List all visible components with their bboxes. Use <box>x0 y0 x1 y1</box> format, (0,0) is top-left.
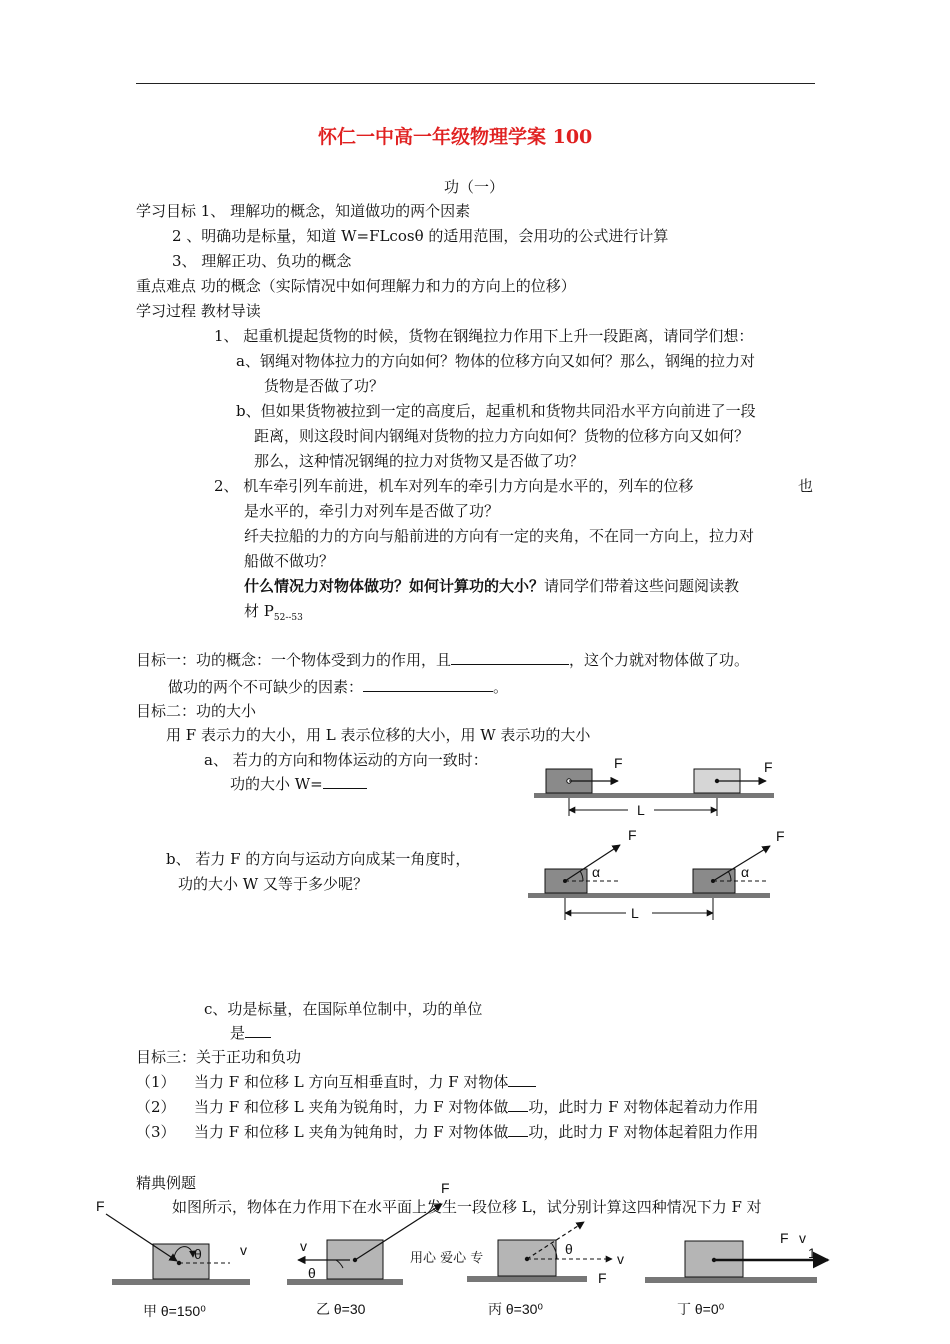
ground-b <box>528 893 770 898</box>
example-diagram-ding <box>645 1230 828 1283</box>
force-label-a2: F <box>764 759 773 775</box>
disp-label-b: L <box>631 905 639 921</box>
disp-label-a: L <box>637 802 645 818</box>
force-arrow-yi <box>355 1204 442 1260</box>
theta-label-jia: θ <box>194 1246 202 1262</box>
key-points: 重点难点 功的概念（实际情况中如何理解力和力的方向上的位移） <box>136 277 576 295</box>
page-footer: 用心 爱心 专 <box>410 1251 484 1266</box>
learning-process: 学习过程 教材导读 <box>136 302 261 320</box>
goal2-b-1: b、 若力 F 的方向与运动方向成某一角度时， <box>166 850 471 868</box>
ground-a <box>534 793 774 798</box>
alpha-label-b1: α <box>592 864 601 880</box>
theta-label-bing: θ <box>565 1241 573 1257</box>
caption-yi: 乙 θ=30 <box>316 1301 366 1317</box>
objective-line-1: 学习目标 1、 理解功的概念，知道做功的两个因素 <box>136 202 471 220</box>
example-diagram-bing <box>467 1222 624 1286</box>
ground-yi <box>287 1279 403 1285</box>
goal1-text-b: ，这个力就对物体做了功。 <box>569 651 750 669</box>
force-label-ding: F <box>780 1230 789 1246</box>
goal1-text-a: 目标一：功的概念：一个物体受到力的作用，且 <box>136 651 452 669</box>
reading-q2-1: 2、 机车牵引列车前进，机车对列车的牵引力方向是水平的，列车的位移 <box>214 477 694 495</box>
caption-ding: 丁 θ=0⁰ <box>677 1301 725 1317</box>
force-label-a1: F <box>614 755 623 771</box>
goal3-item1-num: （1） <box>136 1073 176 1091</box>
caption-bing: 丙 θ=30⁰ <box>488 1301 544 1317</box>
force-label-b1: F <box>628 827 637 843</box>
reading-q2-4: 船做不做功？ <box>244 552 335 570</box>
textbook-ref: 材 P <box>244 602 274 620</box>
v-label-yi: v <box>300 1238 307 1254</box>
example-diagram-yi <box>287 1180 450 1285</box>
example-text: 如图所示，物体在力作用下在水平面上发生一段位移 L，试分别计算这四种情况下力 F 对 <box>172 1198 762 1216</box>
diagram-parallel-force <box>534 755 774 818</box>
goal2-c-1: c、功是标量，在国际单位制中，功的单位 <box>204 1000 483 1018</box>
force-label-bing: F <box>598 1270 607 1286</box>
reading-q1a-2: 货物是否做了功？ <box>264 377 385 395</box>
caption-jia: 甲 θ=150⁰ <box>143 1303 206 1319</box>
diagram-angled-force <box>528 827 785 921</box>
textbook-pages: 52--53 <box>273 613 303 623</box>
goal3-item1-text: 当力 F 和位移 L 方向互相垂直时，力 F 对物体 <box>194 1073 509 1091</box>
one-label-ding: 1 <box>808 1245 816 1261</box>
example-diagram-jia <box>96 1198 250 1285</box>
goal3-item2-text-b: 功，此时力 F 对物体起着动力作用 <box>528 1098 759 1116</box>
lesson-subtitle: 功（一） <box>444 178 505 196</box>
goal3-item3-num: （3） <box>136 1123 176 1141</box>
ground-jia <box>112 1279 250 1285</box>
goal3-item2-num: （2） <box>136 1098 176 1116</box>
work-formula-label: 功的大小 W= <box>230 775 323 793</box>
reading-q1: 1、 起重机提起货物的时候，货物在钢绳拉力作用下上升一段距离，请同学们想： <box>214 327 754 345</box>
v-label-bing: v <box>617 1251 624 1267</box>
reading-q1b-1: b、但如果货物被拉到一定的高度后，起重机和货物共同沿水平方向前进了一段 <box>236 402 756 420</box>
goal1-period: 。 <box>493 678 509 696</box>
goal2-intro: 用 F 表示力的大小，用 L 表示位移的大小，用 W 表示功的大小 <box>166 726 591 744</box>
reading-question-rest: 请同学们带着这些问题阅读教 <box>544 577 740 595</box>
unit-label: 是 <box>230 1024 246 1042</box>
goal1-factors: 做功的两个不可缺少的因素： <box>168 678 364 696</box>
alpha-label-b2: α <box>741 864 750 880</box>
reading-q1b-3: 那么，这种情况钢绳的拉力对货物又是否做了功？ <box>254 452 585 470</box>
reading-question-bold: 什么情况力对物体做功？如何计算功的大小？ <box>244 577 545 595</box>
ground-bing <box>467 1276 587 1282</box>
goal3-item2-text-a: 当力 F 和位移 L 夹角为锐角时，力 F 对物体做 <box>194 1098 509 1116</box>
reading-q2-3: 纤夫拉船的力的方向与船前进的方向有一定的夹角，不在同一方向上，拉力对 <box>244 527 755 545</box>
reading-q2-2: 是水平的，牵引力对列车是否做了功？ <box>244 502 500 520</box>
objective-line-3: 3、 理解正功、负功的概念 <box>172 252 352 270</box>
reading-q2-1b: 也 <box>798 477 814 495</box>
goal3-item3-text-b: 功，此时力 F 对物体起着阻力作用 <box>528 1123 759 1141</box>
reading-q1a-1: a、钢绳对物体拉力的方向如何？物体的位移方向又如何？那么，钢绳的拉力对 <box>236 352 755 370</box>
goal2-title: 目标二：功的大小 <box>136 702 257 720</box>
force-label-yi: F <box>441 1180 450 1196</box>
theta-label-yi: θ <box>308 1265 316 1281</box>
goal2-a-1: a、 若力的方向和物体运动的方向一致时： <box>204 751 488 769</box>
force-label-b2: F <box>776 828 785 844</box>
v-label-jia: v <box>240 1242 247 1258</box>
goal3-item3-text-a: 当力 F 和位移 L 夹角为钝角时，力 F 对物体做 <box>194 1123 509 1141</box>
goal2-b-2: 功的大小 W 又等于多少呢？ <box>178 875 368 893</box>
example-title: 精典例题 <box>136 1174 197 1192</box>
goal3-title: 目标三：关于正功和负功 <box>136 1048 302 1066</box>
force-label-jia: F <box>96 1198 105 1214</box>
objective-line-2: 2 、明确功是标量，知道 W=FLcosθ 的适用范围，会用功的公式进行计算 <box>172 227 669 245</box>
force-arrow-jia <box>106 1214 177 1261</box>
ground-ding <box>645 1277 817 1283</box>
reading-q1b-2: 距离，则这段时间内钢绳对货物的拉力方向如何？货物的位移方向又如何？ <box>254 427 750 445</box>
v-label-ding: v <box>799 1230 806 1246</box>
page-title: 怀仁一中高一年级物理学案 100 <box>318 126 593 148</box>
